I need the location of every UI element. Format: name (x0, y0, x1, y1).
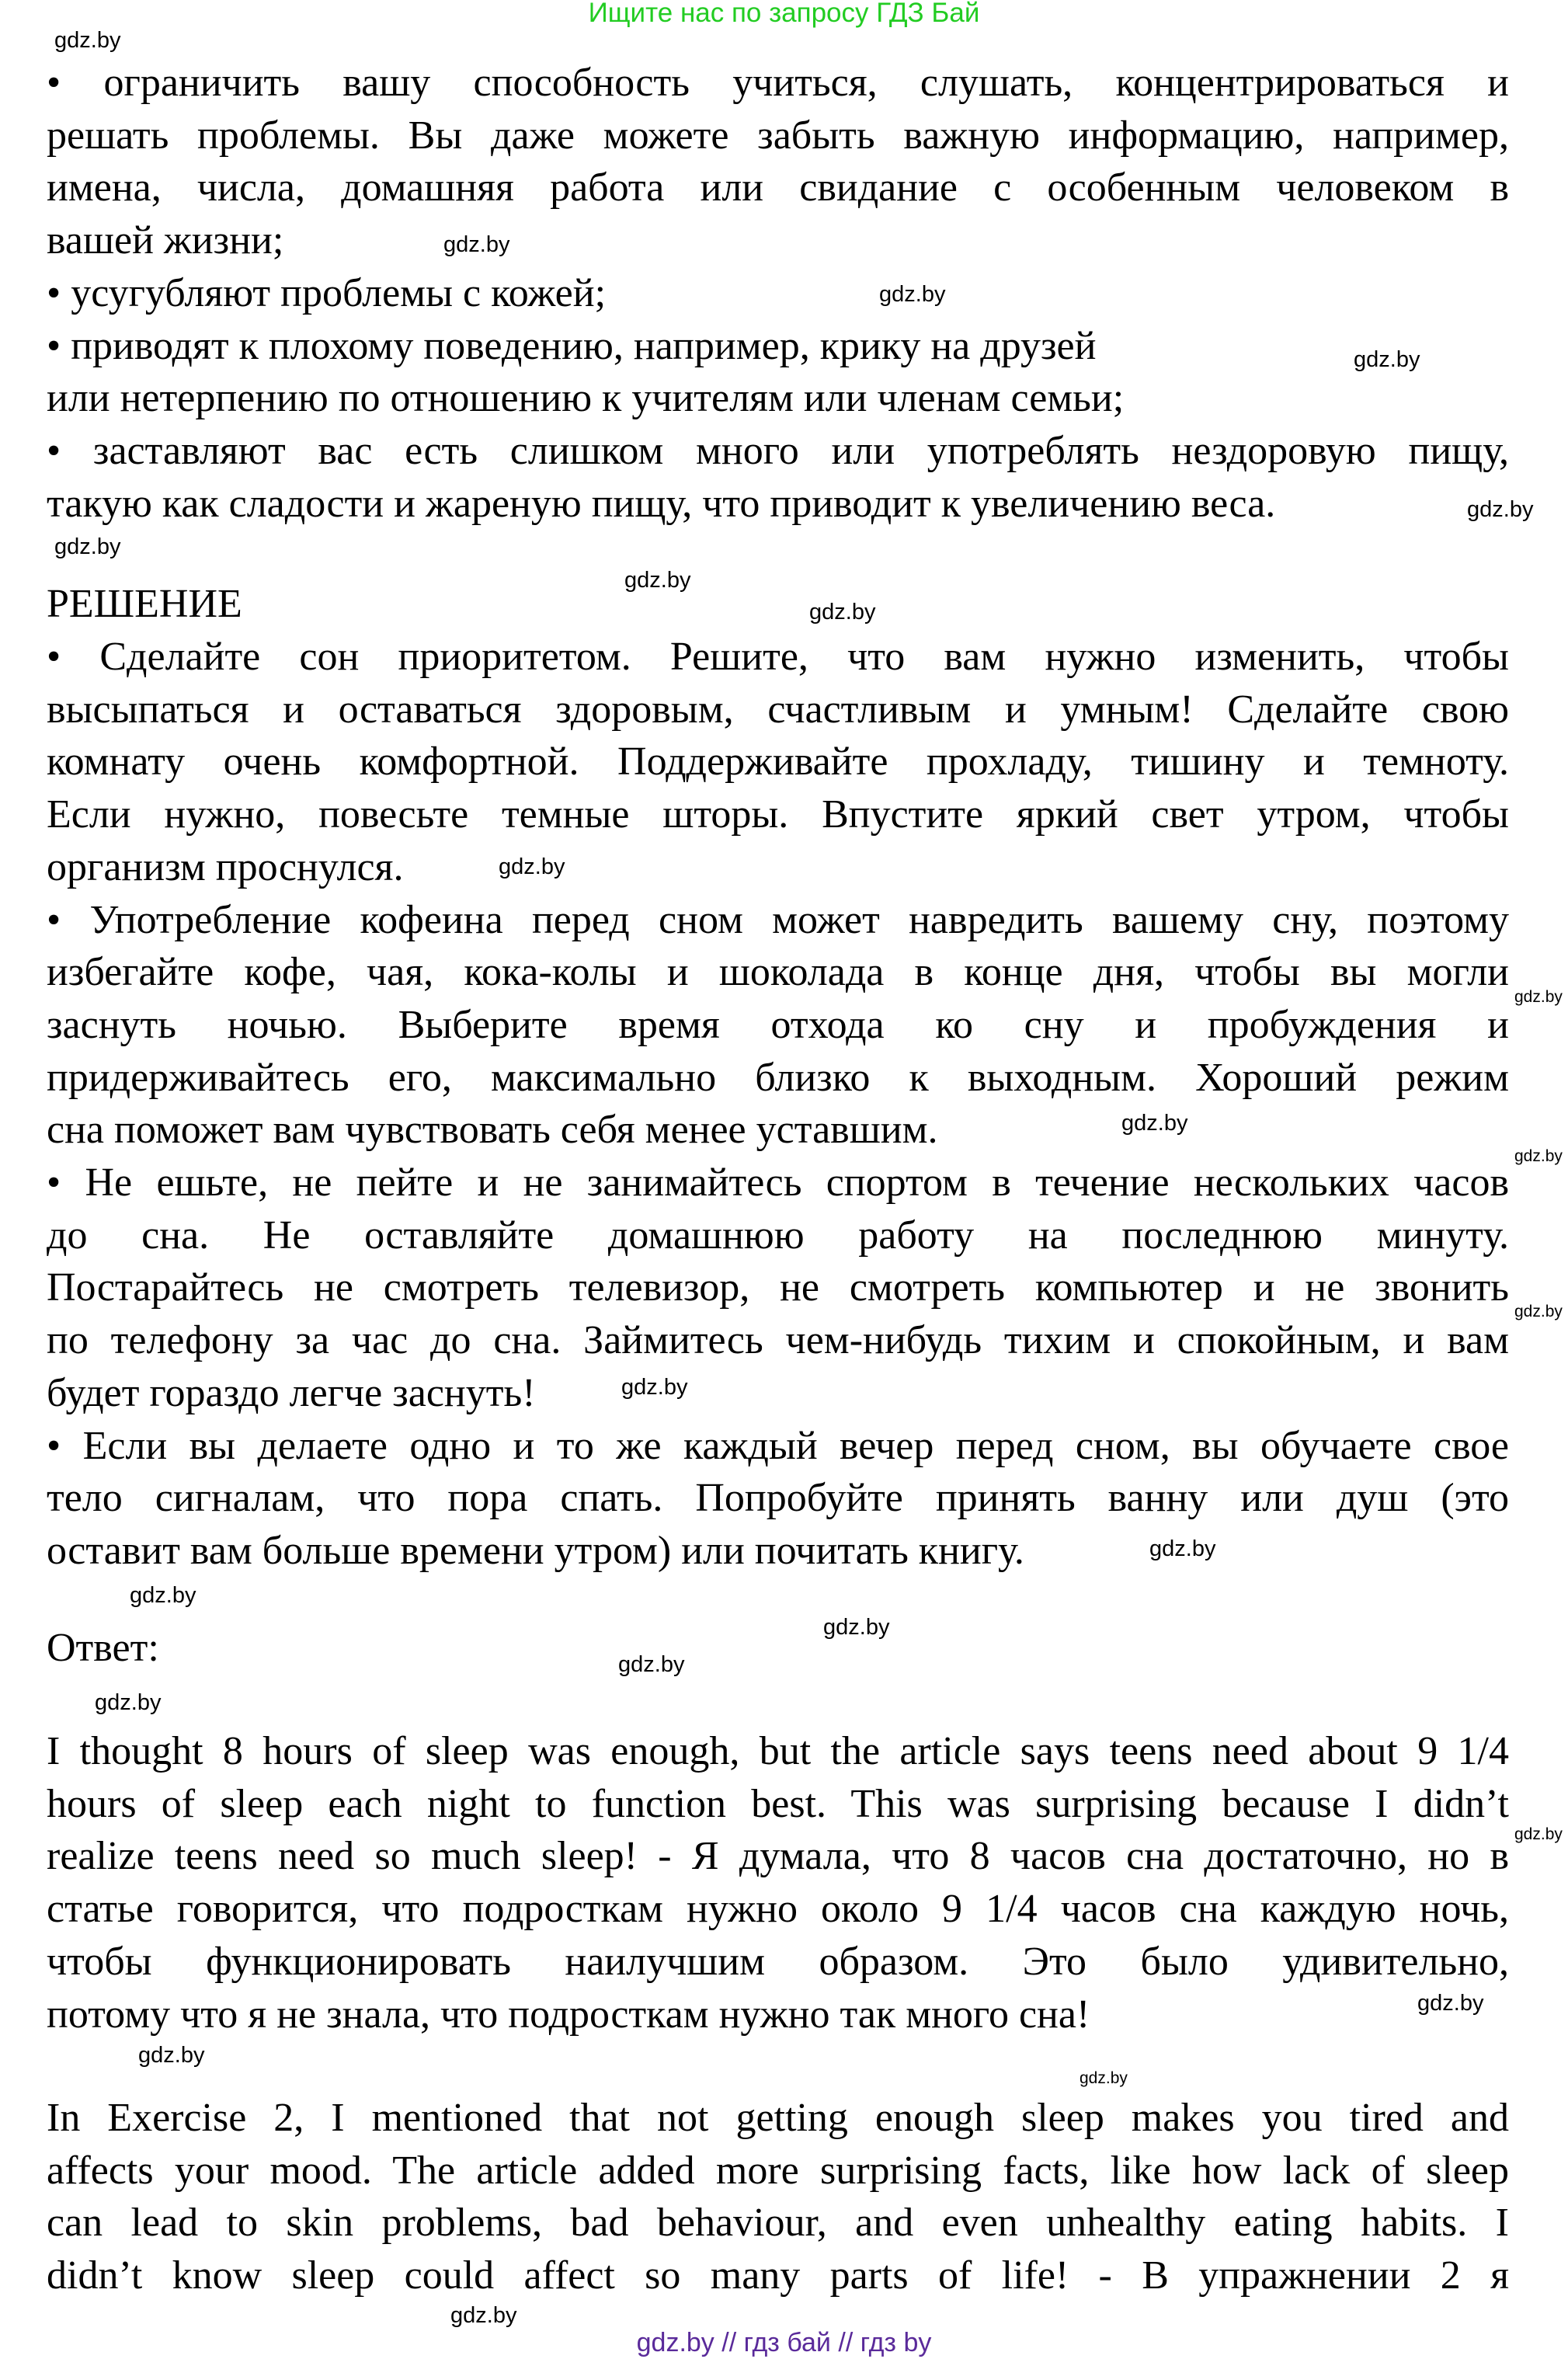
solution-text-line: заснуть ночью. Выберите время отхода ко сну и пробуждения и (47, 1002, 1509, 1047)
answer-heading-line: Ответ: (47, 1626, 159, 1670)
watermark: gdz.by (95, 1690, 162, 1715)
solution-text-line: Постарайтесь не смотреть телевизор, не смотреть компьютер и не звонить (47, 1265, 1509, 1310)
problems-list-line: • приводят к плохому поведению, например, крику на друзей (47, 323, 1097, 368)
watermark: gdz.by (809, 600, 876, 625)
answer-paragraph-2-line: can lead to skin problems, bad behaviour, and even unhealthy eating habits. I (47, 2201, 1509, 2246)
answer-paragraph-1-line: I thought 8 hours of sleep was enough, but the article says teens need about 9 1/4 (47, 1729, 1509, 1773)
solution-text-line: будет гораздо легче заснуть! (47, 1370, 536, 1415)
search-banner: Ищите нас по запросу ГДЗ Бай (588, 0, 980, 28)
watermark: gdz.by (130, 1583, 196, 1608)
solution-text-line: избегайте кофе, чая, кока-колы и шоколада в конце дня, чтобы вы могли (47, 950, 1509, 995)
watermark: gdz.by (443, 232, 510, 257)
watermark: gdz.by (1080, 2069, 1128, 2087)
solution-text-line: • Сделайте сон приоритетом. Решите, что вам нужно изменить, чтобы (47, 635, 1509, 679)
answer-paragraph-2-line: affects your mood. The article added more surprising facts, like how lack of sleep (47, 2148, 1509, 2193)
solution-text-line: тело сигналам, что пора спать. Попробуйте принять ванну или душ (это (47, 1476, 1509, 1521)
answer-paragraph-1-line: потому что я не знала, что подросткам нужно так много сна! (47, 1992, 1090, 2037)
solution-text-line: придерживайтесь его, максимально близко к выходным. Хороший режим (47, 1055, 1509, 1100)
watermark: gdz.by (1514, 1147, 1563, 1165)
problems-list-line: решать проблемы. Вы даже можете забыть важную информацию, например, (47, 113, 1509, 158)
watermark: gdz.by (1514, 1825, 1563, 1843)
watermark: gdz.by (499, 854, 565, 879)
solution-text-line: сна поможет вам чувствовать себя менее уставшим. (47, 1108, 938, 1153)
watermark: gdz.by (54, 534, 121, 559)
solution-heading-line: РЕШЕНИЕ (47, 582, 242, 626)
answer-paragraph-1-line: чтобы функционировать наилучшим образом. Это было удивительно, (47, 1939, 1509, 1984)
solution-text-line: по телефону за час до сна. Займитесь чем-нибудь тихим и спокойным, и вам (47, 1318, 1509, 1363)
watermark: gdz.by (624, 568, 691, 593)
solution-text-line: высыпаться и оставаться здоровым, счастливым и умным! Сделайте свою (47, 687, 1509, 732)
watermark: gdz.by (1514, 988, 1563, 1006)
watermark: gdz.by (1514, 1303, 1563, 1320)
problems-list-line: или нетерпению по отношению к учителям или членам семьи; (47, 376, 1125, 421)
solution-text-line: до сна. Не оставляйте домашнюю работу на последнюю минуту. (47, 1213, 1509, 1258)
solution-text-line: оставит вам больше времени утром) или почитать книгу. (47, 1528, 1024, 1573)
answer-paragraph-2-line: didn’t know sleep could affect so many parts of life! - В упражнении 2 я (47, 2253, 1509, 2298)
watermark: gdz.by (1467, 497, 1534, 522)
watermark: gdz.by (618, 1652, 685, 1677)
solution-text-line: комнату очень комфортной. Поддерживайте прохладу, тишину и темноту. (47, 739, 1509, 785)
solution-text-line: • Употребление кофеина перед сном может навредить вашему сну, поэтому (47, 897, 1509, 942)
problems-list-line: • ограничить вашу способность учиться, слушать, концентрироваться и (47, 61, 1509, 105)
answer-paragraph-2-line: In Exercise 2, I mentioned that not getting enough sleep makes you tired and (47, 2096, 1509, 2140)
solution-text-line: организм проснулся. (47, 844, 404, 889)
watermark: gdz.by (1149, 1536, 1216, 1561)
problems-list-line: такую как сладости и жареную пищу, что приводит к увеличению веса. (47, 481, 1276, 526)
watermark: gdz.by (1417, 1991, 1484, 2016)
watermark: gdz.by (450, 2303, 517, 2328)
problems-list-line: • заставляют вас есть слишком много или употреблять нездоровую пищу, (47, 428, 1509, 473)
watermark: gdz.by (1121, 1111, 1188, 1136)
watermark: gdz.by (1354, 347, 1420, 372)
answer-paragraph-1-line: realize teens need so much sleep! - Я думала, что 8 часов сна достаточно, но в (47, 1834, 1509, 1879)
footer-banner: gdz.by // гдз бай // гдз by (636, 2328, 932, 2357)
solution-text-line: Если нужно, повесьте темные шторы. Впустите яркий свет утром, чтобы (47, 792, 1509, 837)
watermark: gdz.by (879, 282, 946, 307)
watermark: gdz.by (138, 2043, 205, 2068)
solution-text-line: • Не ешьте, не пейте и не занимайтесь спортом в течение нескольких часов (47, 1160, 1509, 1205)
watermark: gdz.by (823, 1615, 890, 1640)
watermark: gdz.by (621, 1375, 688, 1400)
answer-paragraph-1-line: hours of sleep each night to function best. This was surprising because I didn’t (47, 1781, 1509, 1826)
problems-list-line: вашей жизни; (47, 218, 284, 263)
problems-list-line: имена, числа, домашняя работа или свидание с особенным человеком в (47, 165, 1509, 211)
problems-list-line: • усугубляют проблемы с кожей; (47, 270, 607, 315)
answer-paragraph-1-line: статье говорится, что подросткам нужно около 9 1/4 часов сна каждую ночь, (47, 1887, 1509, 1932)
watermark: gdz.by (54, 28, 121, 53)
solution-text-line: • Если вы делаете одно и то же каждый вечер перед сном, вы обучаете свое (47, 1423, 1509, 1468)
